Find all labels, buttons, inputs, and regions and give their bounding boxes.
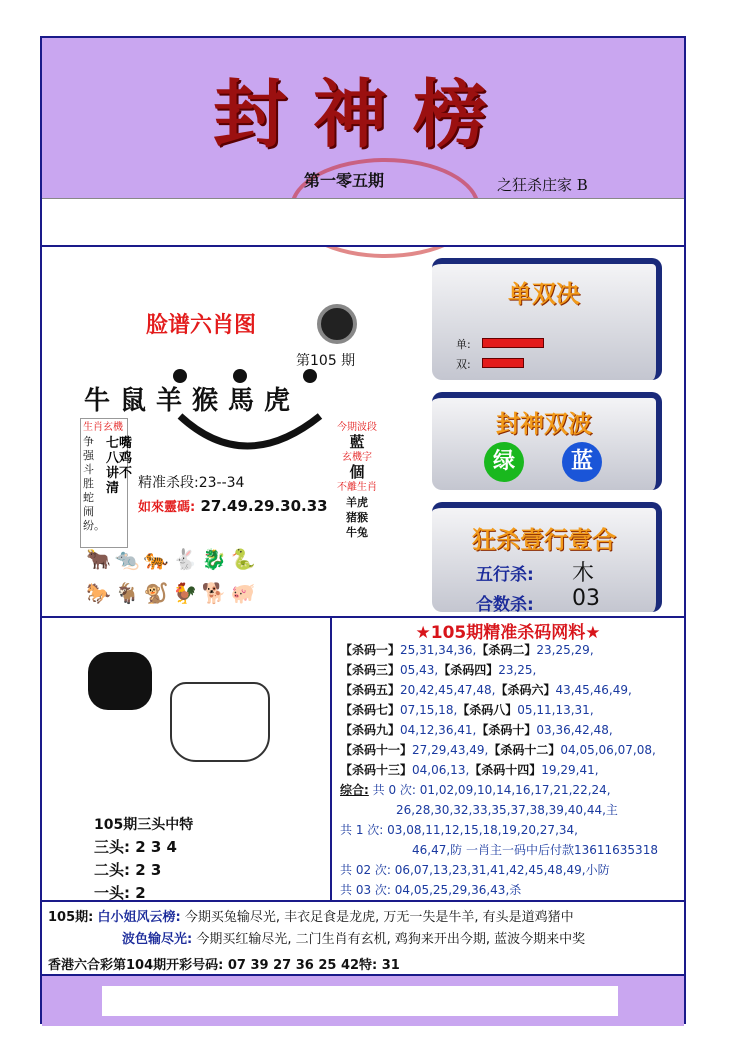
footer-line-1 <box>48 906 574 925</box>
sum-label: 合数杀: <box>476 595 534 615</box>
six-animals: 牛鼠羊猴馬虎 <box>84 386 301 416</box>
lucky-label: 如來靈碼: <box>138 500 196 515</box>
odd-even-panel <box>432 258 662 380</box>
zodiac-keep-value: 羊虎猪猴牛兔 <box>346 496 368 539</box>
zodiac-clue-heading: 生肖玄機 <box>83 422 123 433</box>
element-label: 五行杀: <box>476 565 534 585</box>
kill-row: 【杀码五】20,42,45,47,48,【杀码六】43,45,46,49, <box>340 683 632 697</box>
kill-row: 【杀码十一】27,29,43,49,【杀码十二】04,05,06,07,08, <box>340 743 656 757</box>
lucky-numbers-row <box>138 496 328 515</box>
kill-range: 精准杀段:23--34 <box>138 475 245 491</box>
count-1-row: 共 1 次: 03,08,11,12,15,18,19,20,27,34, <box>340 823 578 837</box>
zodiac-animals-illustration: 🐂🐀🐅🐇🐉🐍 🐎🐐🐒🐓🐕🐖 <box>86 547 260 605</box>
zodiac-clue-col1: 争强斗胜蛇闹纷。 <box>83 435 105 532</box>
kill-row: 【杀码一】25,31,34,36,【杀码二】23,25,29, <box>340 643 594 657</box>
face-chart-issue: 第105 期 <box>296 353 356 369</box>
element-value: 木 <box>572 561 595 586</box>
count-3-row: 共 03 次: 04,05,25,29,36,43,杀 <box>340 883 522 897</box>
issue-subtitle: 第一零五期 <box>304 171 385 190</box>
even-bar <box>482 358 524 368</box>
heads-line: 一头: 2 <box>94 884 146 902</box>
footer-title-2: 波色输尽光: <box>122 932 193 947</box>
summary-row: 综合: 共 0 次: 01,02,09,10,14,16,17,21,22,24, <box>340 783 611 797</box>
clock-icon <box>317 304 357 344</box>
header-blank-row <box>42 198 684 247</box>
kill-row: 【杀码三】05,43,【杀码四】23,25, <box>340 663 537 677</box>
bottom-bar <box>42 974 684 1026</box>
odd-bar <box>482 338 544 348</box>
element-panel <box>432 502 662 615</box>
heads-list <box>94 836 177 905</box>
pot-illustration <box>170 682 270 762</box>
bottom-blank-box <box>102 986 618 1016</box>
word-clue-heading: 玄機字 <box>342 452 372 463</box>
heads-pane <box>42 618 332 902</box>
green-wave-ball: 绿 <box>484 442 524 482</box>
odd-even-title: 单双决 <box>508 279 580 308</box>
kill-codes-list <box>340 640 658 900</box>
heads-line: 二头: 2 3 <box>94 861 162 879</box>
footer <box>42 900 684 976</box>
kill-codes-title: ★105期精准杀码网料★ <box>415 623 601 643</box>
kill-row: 【杀码九】04,12,36,41,【杀码十】03,36,42,48, <box>340 723 613 737</box>
zodiac-keep-heading: 不離生肖 <box>337 482 377 493</box>
double-wave-panel <box>432 392 662 490</box>
blue-wave-ball: 蓝 <box>562 442 602 482</box>
footer-text-2: 今期买红输尽光, 二门生肖有玄机, 鸡狗来开出今期, 蓝波今期来中奖 <box>196 932 586 947</box>
middle-section <box>42 246 684 616</box>
wave-clue-value: 藍 <box>349 433 365 451</box>
count-2-row: 共 02 次: 06,07,13,23,31,41,42,45,48,49,小防 <box>340 863 610 877</box>
kill-codes-pane <box>332 618 684 902</box>
even-label: 双: <box>456 358 471 371</box>
element-title: 狂杀壹行壹合 <box>472 525 616 554</box>
double-wave-title: 封神双波 <box>496 409 592 438</box>
kill-row: 【杀码十三】04,06,13,【杀码十四】19,29,41, <box>340 763 599 777</box>
page-title: 封神榜 <box>213 72 513 158</box>
tagline: 之狂杀庄家 B <box>497 176 588 194</box>
heads-line: 三头: 2 3 4 <box>94 838 177 856</box>
zodiac-clue-col2: 七嘴八鸡讲不清 <box>106 436 133 496</box>
face-chart-title: 脸谱六肖图 <box>146 312 257 338</box>
footer-title-1: 白小姐风云榜: <box>97 910 181 925</box>
odd-label: 单: <box>456 338 471 351</box>
word-clue-value: 個 <box>349 463 365 481</box>
lucky-numbers: 27.49.29.30.33 <box>200 497 328 515</box>
footer-text-1: 今期买兔输尽光, 丰衣足食是龙虎, 万无一失是牛羊, 有头是道鸡猪中 <box>184 910 574 925</box>
footer-issue: 105期: <box>48 910 94 925</box>
sum-value: 03 <box>572 586 600 611</box>
footer-line-2 <box>122 928 585 947</box>
summary-row-2: 26,28,30,32,33,35,37,38,39,40,44,主 <box>396 803 618 817</box>
lower-section <box>42 616 684 902</box>
goat-illustration <box>88 652 152 710</box>
header <box>42 38 684 198</box>
heads-title: 105期三头中特 <box>94 817 194 833</box>
draw-result: 香港六合彩第104期开彩号码: 07 39 27 36 25 42特: 31 <box>48 958 400 973</box>
count-1-row-2: 46,47,防 一肖主一码中后付款13611635318 <box>412 843 658 857</box>
kill-row: 【杀码七】07,15,18,【杀码八】05,11,13,31, <box>340 703 594 717</box>
wave-clue-heading: 今期波段 <box>337 422 377 433</box>
wave-clue-box <box>332 420 382 554</box>
poster <box>40 36 686 1024</box>
